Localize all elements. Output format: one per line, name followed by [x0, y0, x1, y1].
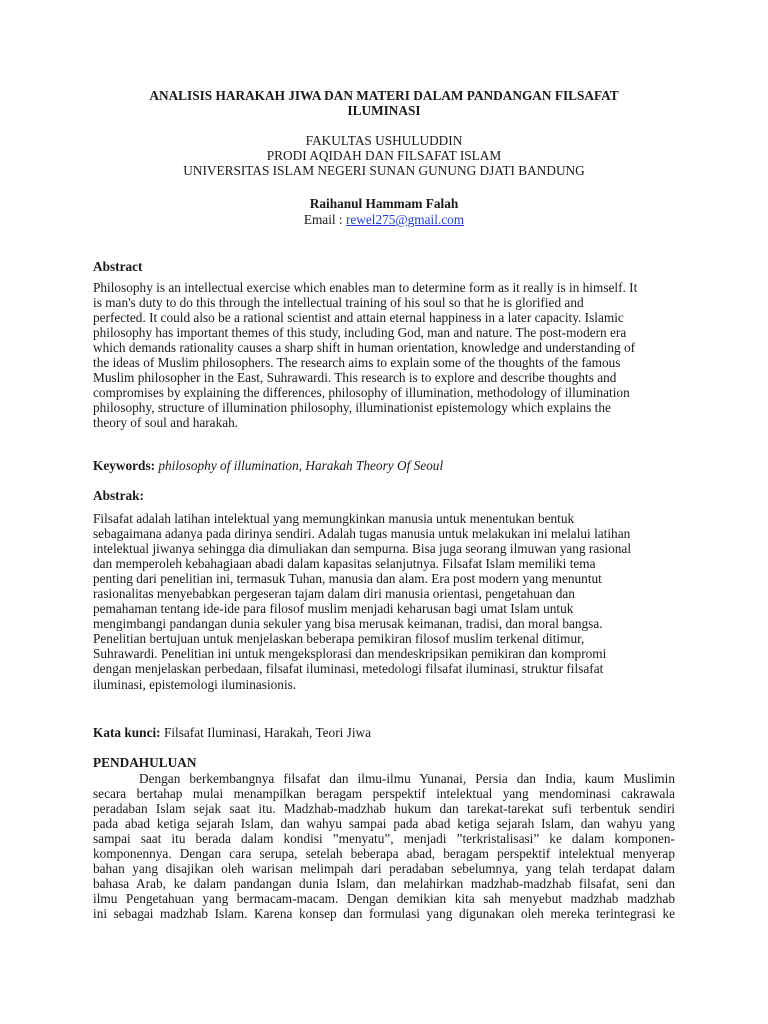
intro-line: bahasa Arab, ke dalam pandangan dunia Islam, dan melahirkan madzhab-madzhab filsafat, seni dan	[93, 876, 675, 892]
abstract-line: philosophy, structure of illumination philosophy, illuminationist epistemology which explains the	[93, 400, 611, 416]
intro-line: peradaban Islam sejak saat itu. Madzhab-madzhab hukum dan tarekat-tarekat sufi terbentuk sendiri	[93, 801, 675, 817]
faculty-name: FAKULTAS USHULUDDIN	[305, 133, 463, 148]
kata-kunci-line	[93, 725, 371, 740]
abstract-line: philosophy has important themes of this study, including God, man and nature. The post-modern era	[93, 325, 627, 341]
intro-line: ilmu Pengetahuan yang bermacam-macam. Dengan demikian kita sah menyebut madzhab madzhab	[93, 891, 675, 907]
abstrak-line: sebagaimana adanya pada dirinya sendiri. Adalah tugas manusia untuk melakukan ini melalui latihan	[93, 526, 631, 542]
email-line	[93, 212, 675, 227]
keywords-line	[93, 458, 443, 473]
email-label: Email :	[303, 212, 346, 227]
kata-kunci-text: Filsafat Iluminasi, Harakah, Teori Jiwa	[163, 725, 372, 740]
abstrak-line: dan memperoleh kebahagiaan abadi dalam kapasitas selanjutnya. Filsafat Islam memiliki tema	[93, 556, 596, 572]
abstrak-line: rasionalitas menyebabkan pergeseran tajam dalam diri manusia orientasi, pengetahuan dan	[93, 586, 575, 602]
intro-line: bahan yang disajikan oleh warisan melimpah dari peradaban sebelumnya, yang telah terdapat dalam	[93, 861, 675, 877]
program-name: PRODI AQIDAH DAN FILSAFAT ISLAM	[266, 148, 502, 163]
kata-kunci-label: Kata kunci:	[93, 725, 161, 740]
intro-body	[93, 771, 675, 921]
intro-line: secara bertahap mulai menampilkan beragam perspektif intelektual yang mendominasi cakrawala	[93, 786, 675, 802]
abstrak-line: penting dari penelitian ini, termasuk Tuhan, manusia dan alam. Era post modern yang menuntut	[93, 571, 602, 587]
abstrak-line: iluminasi, epistemologi iluminasionis.	[93, 676, 297, 692]
intro-line: sampai saat itu berada dalam kondisi ”menyatu”, menjadi ”terkristalisasi” ke dalam komponen-	[93, 831, 675, 847]
keywords-label: Keywords:	[93, 458, 156, 473]
abstrak-line: mengimbangi pandangan dunia sekuler yang bisa merusak keimanan, tradisi, dan moral bangsa.	[93, 616, 603, 632]
abstrak-line: dengan menjelaskan perbedaan, filsafat iluminasi, metedologi filsafat iluminasi, struktur filsafat	[93, 661, 604, 677]
abstract-line: Muslim philosopher in the East, Suhrawardi. This research is to explore and describe thoughts and	[93, 370, 617, 386]
abstract-line: which demands rationality causes a sharp shift in human orientation, knowledge and understanding of	[93, 340, 636, 356]
university-name: UNIVERSITAS ISLAM NEGERI SUNAN GUNUNG DJATI BANDUNG	[183, 163, 585, 178]
intro-line: Dengan berkembangnya filsafat dan ilmu-ilmu Yunanai, Persia dan India, kaum Muslimin	[139, 771, 675, 786]
abstract-line: the ideas of Muslim philosophers. The research aims to explain some of the thoughts of the famous	[93, 355, 621, 371]
abstract-line: compromises by explaining the differences, philosophy of illumination, methodology of illumination	[93, 385, 630, 401]
abstract-line: theory of soul and harakah.	[93, 415, 239, 431]
paper-title-line: ILUMINASI	[347, 103, 421, 118]
abstrak-body	[93, 511, 675, 692]
keywords-text: philosophy of illumination, Harakah Theory Of Seoul	[158, 458, 444, 473]
abstrak-line: pemahaman tentang ide-ide para filosof muslim menjadi keharusan bagi umat Islam untuk	[93, 601, 574, 617]
abstract-line: is man's duty to do this through the intellectual training of his soul so that he is glorified and	[93, 295, 584, 311]
abstrak-heading: Abstrak:	[93, 488, 144, 503]
abstrak-line: Penelitian bertujuan untuk menjelaskan beberapa pemikiran filosof muslim terkenal ditimur,	[93, 631, 585, 647]
paper-title	[93, 88, 675, 118]
intro-line: ini sebagai madzhab Islam. Karena konsep dan formulasi yang digunakan oleh mereka terintegrasi ke	[93, 906, 675, 922]
abstract-body	[93, 280, 675, 430]
intro-line: pada abad ketiga sejarah Islam, dan wahyu sampai pada abad ketiga sejarah Islam, dan wahyu yang	[93, 816, 675, 832]
abstract-line: perfected. It could also be a rational scientist and attain eternal happiness in a later capacity. Islamic	[93, 310, 624, 326]
abstrak-line: intelektual jiwanya sehingga dia dimuliakan dan sempurna. Bisa juga seorang ilmuwan yang rasional	[93, 541, 632, 557]
institution-block	[93, 133, 675, 178]
intro-line: komponennya. Dengan cara serupa, setelah beberapa abad, beragam perspektif intelektual menyerap	[93, 846, 675, 862]
author-name: Raihanul Hammam Falah	[309, 196, 459, 211]
abstract-line: Philosophy is an intellectual exercise which enables man to determine form as it really is in himself. It	[93, 280, 638, 295]
email-link[interactable]: rewel275@gmail.com	[345, 212, 465, 227]
abstract-heading: Abstract	[93, 259, 143, 274]
intro-heading: PENDAHULUAN	[93, 755, 197, 770]
paper-title-line: ANALISIS HARAKAH JIWA DAN MATERI DALAM PANDANGAN FILSAFAT	[149, 88, 619, 103]
abstrak-line: Suhrawardi. Penelitian ini untuk mengeksplorasi dan mendeskripsikan pemikiran dan kompromi	[93, 646, 607, 662]
abstrak-line: Filsafat adalah latihan intelektual yang memungkinkan manusia untuk menentukan bentuk	[93, 511, 575, 526]
